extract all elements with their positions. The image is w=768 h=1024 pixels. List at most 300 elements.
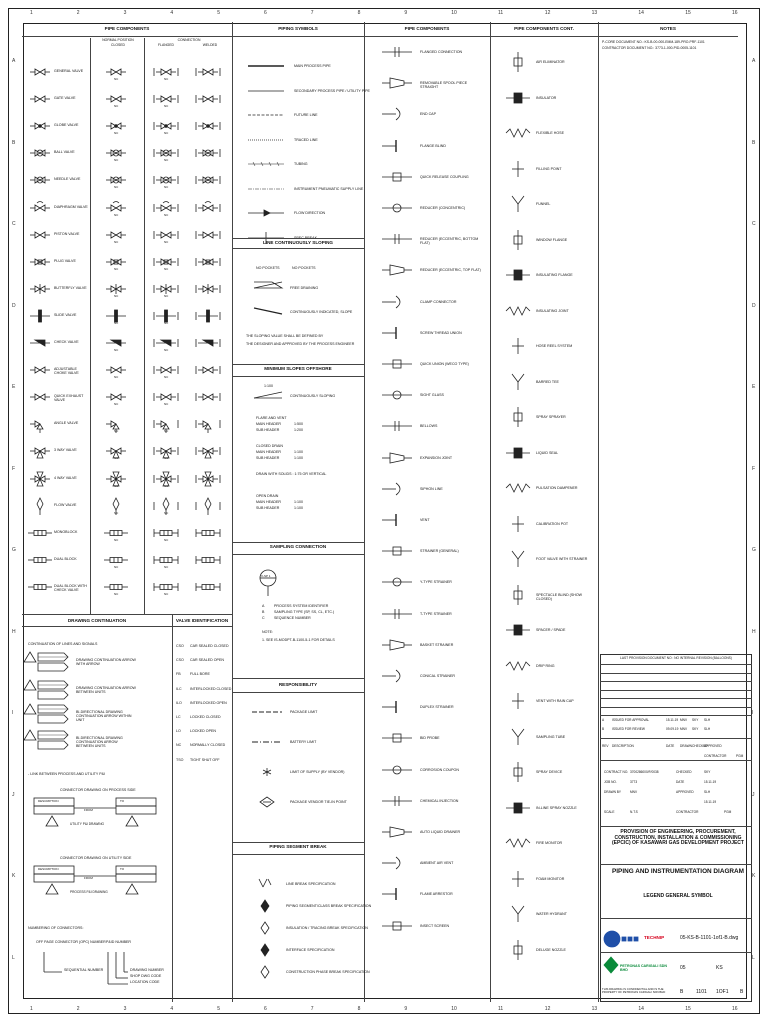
project-date: DATE — [676, 780, 685, 784]
valve-label: GENERAL VALVE — [54, 69, 84, 73]
piping-symbol-label: FUTURE LINE — [294, 113, 318, 117]
dc-to-1: TO — [120, 799, 125, 803]
piping-symbol-label: TRACED LINE — [294, 137, 318, 142]
valve-gate-symbol — [26, 90, 54, 108]
flare-vent-label: FLARE AND VENT — [256, 416, 287, 420]
ruler-col-top: 4 — [170, 10, 174, 16]
pipe-component-symbol — [380, 417, 414, 435]
sampling-note: NOTE: — [262, 630, 273, 634]
revision-cell: SKY — [692, 718, 699, 722]
column-divider — [172, 614, 173, 1002]
valve-angle-symbol — [26, 415, 54, 433]
valve-dual-symbol — [26, 551, 54, 569]
valve-quick-symbol — [194, 388, 222, 406]
nc-label: NC — [114, 104, 119, 109]
valve-check-symbol — [194, 334, 222, 352]
valve-id-code: TSO — [176, 757, 184, 762]
ruler-col-top: 12 — [544, 10, 551, 16]
pipe-component-cont-symbol — [504, 798, 532, 818]
pipe-component-label: AMBIENT AIR VENT — [420, 861, 454, 866]
valve-angle-symbol — [194, 415, 222, 433]
drain-ball-label: DRAIN WITH SOLIDS : 1:75 OR VERTICAL — [256, 472, 327, 476]
sub-header-label-3: SUB HEADER — [256, 506, 280, 510]
project-dwg-no: 05-KS-B-1101-1of1-B.dwg — [680, 935, 739, 941]
nc-label: NC — [114, 375, 119, 380]
ruler-col-top: 6 — [264, 10, 267, 16]
valve-three-symbol — [26, 442, 54, 460]
nc-label: NC — [164, 402, 169, 407]
project-pgm: PGM — [724, 810, 732, 814]
valve-id-desc: NORMALLY CLOSED — [190, 743, 226, 748]
ruler-col-bottom: 3 — [123, 1006, 127, 1012]
nc-label: NC — [164, 510, 169, 515]
revision-cell: B — [602, 727, 605, 731]
valve-label: CHECK VALVE — [54, 340, 79, 344]
pipe-component-cont-label: INSULATOR — [536, 95, 557, 100]
pipe-component-symbol — [380, 137, 414, 155]
pipe-component-label: REMOVABLE SPOOL PIECE STRAIGHT — [420, 81, 468, 90]
pipe-component-label: END CAP — [420, 112, 436, 117]
ruler-row-right: H — [752, 628, 756, 635]
pipe-component-cont-label: WINDOW FLANGE — [536, 237, 568, 242]
section-rule — [232, 248, 364, 249]
valve-mono-symbol — [194, 524, 222, 542]
valve-id-desc: TIGHT SHUT OFF — [190, 757, 220, 762]
revision-col-header: REV — [602, 744, 609, 748]
segment-break-label: LINE BREAK SPECIFICATION — [286, 882, 336, 886]
pipe-component-label: FLANGE BLIND — [420, 143, 446, 148]
valve-flow-symbol — [194, 497, 222, 515]
pipe-component-cont-symbol — [504, 301, 532, 321]
ruler-row-right: J — [752, 791, 755, 798]
pipe-component-cont-symbol — [504, 514, 532, 534]
pipe-component-symbol — [380, 761, 414, 779]
sampling-note-text: 1. SEE IS-MODPT-B-1100-5-1 FOR DETAILS — [262, 638, 335, 642]
sub-header-label-1: SUB HEADER — [256, 428, 280, 432]
pipe-component-symbol — [380, 105, 414, 123]
pipe-component-symbol — [380, 605, 414, 623]
pipe-component-cont-label: BARRED TEE — [536, 379, 559, 384]
section-rule — [232, 554, 364, 555]
pipe-component-label: REDUCER (ECCENTRIC, BOTTOM FLAT) — [420, 237, 479, 246]
pipe-component-cont-symbol — [504, 123, 532, 143]
slope-v4: 1:100 — [294, 456, 303, 460]
pipe-component-symbol — [380, 667, 414, 685]
valve-dualcheck-symbol — [26, 578, 54, 596]
valve-butterfly-symbol — [26, 280, 54, 298]
valve-label: DIAPHRAGM VALVE — [54, 204, 88, 209]
company-petronas: PETRONAS CARIGALI SDN BHD — [620, 964, 667, 972]
revision-cell: SLH — [704, 727, 711, 731]
pipe-component-cont-label: FOAM MONITOR — [536, 876, 565, 881]
continuously-label: CONTINUOUSLY INDICATED, SLOPE — [290, 310, 353, 314]
tb-row — [600, 864, 752, 865]
closed-header: CLOSED — [111, 43, 125, 47]
ruler-col-bottom: 15 — [685, 1006, 691, 1012]
valve-globe-symbol — [194, 117, 222, 135]
pipe-component-symbol — [380, 230, 414, 248]
tb-row — [600, 673, 752, 674]
pipe-component-cont-symbol — [504, 372, 532, 392]
nc-label: NC — [114, 320, 119, 325]
project-area: 05 — [680, 965, 686, 971]
ruler-col-top: 5 — [217, 10, 220, 16]
ruler-col-bottom: 16 — [732, 1006, 738, 1012]
pipe-component-label: Y-TYPE STRAINER — [420, 580, 452, 585]
pipe-component-cont-symbol — [504, 407, 532, 427]
pipe-component-label: SIGHT GLASS — [420, 393, 444, 398]
pipe-components-cont-header: PIPE COMPONENTS CONT. — [514, 26, 574, 31]
ruler-row-right: C — [752, 221, 756, 227]
continuation-label: DRAWING CONTINUATION ARROW WITH ARROW — [76, 658, 136, 666]
valve-diaphragm-symbol — [194, 199, 222, 217]
ruler-col-top: 16 — [732, 10, 738, 16]
valve-label: FLOW VALVE — [54, 502, 77, 507]
pipe-component-label: CLAMP CONNECTOR — [420, 299, 457, 304]
pipe-component-cont-symbol — [504, 194, 532, 214]
column-divider — [90, 38, 91, 614]
pipe-component-symbol — [380, 917, 414, 935]
ruler-col-top: 13 — [591, 10, 598, 16]
pipe-component-symbol — [380, 449, 414, 467]
project-sheet: 1101 — [696, 989, 707, 995]
section-rule — [232, 678, 364, 679]
free-draining-symbol — [252, 278, 286, 290]
sampling-tag: X-SP 1 — [261, 574, 271, 578]
revision-cell: ISSUED FOR APPROVAL — [612, 718, 650, 722]
ruler-col-bottom: 9 — [404, 1006, 408, 1012]
ruler-col-bottom: 2 — [76, 1006, 80, 1012]
pipe-component-symbol — [380, 885, 414, 903]
pipe-component-cont-label: VENT WITH RAIN CAP — [536, 699, 574, 703]
ruler-row-left: L — [12, 954, 15, 961]
continuation-label: DRAWING CONTINUATION ARROW BETWEEN UNITS — [76, 686, 136, 694]
ruler-col-top: 11 — [498, 10, 504, 16]
continuation-arrow-symbol — [28, 704, 72, 722]
section-rule — [232, 692, 364, 693]
ruler-row-right: D — [752, 302, 756, 309]
header-rule — [232, 36, 364, 37]
project-date2-val: 15.11.19 — [704, 800, 717, 804]
column-divider — [364, 22, 365, 1002]
piping-symbol-label: SECONDARY PROCESS PIPE / UTILITY PIPE — [294, 88, 370, 93]
pipe-component-symbol — [380, 823, 414, 841]
dc-dn: DRAWING NUMBER — [130, 968, 164, 972]
revisions-header: LAST PROVISION DOCUMENT NO : NO INTERNAL REVISION (BALLOONS) — [620, 656, 732, 660]
ruler-col-top: 14 — [638, 10, 644, 16]
pipe-component-cont-symbol — [504, 478, 532, 498]
piping-symbol-line — [246, 62, 286, 70]
revision-cell: MNV — [680, 718, 688, 722]
sampling-a: A — [262, 604, 265, 608]
pipe-component-cont-label: FUNNEL — [536, 202, 551, 206]
section-rule — [22, 626, 232, 627]
connection-header: CONNECTION — [177, 38, 201, 42]
segment-break-label: CONSTRUCTION PHASE BREAK SPECIFICATION — [286, 970, 370, 974]
pipe-component-cont-label: SPRAY SPRAYER — [536, 415, 566, 419]
pipe-component-label: BASKET STRAINER — [420, 642, 454, 647]
responsibility-symbol — [250, 796, 284, 808]
slope-v6: 1:100 — [294, 506, 303, 510]
valve-label: BUTTERFLY VALVE — [54, 285, 87, 290]
slope-v1: 1:500 — [294, 422, 303, 426]
valve-dualcheck-symbol — [194, 578, 222, 596]
pipe-component-cont-label: PULSATION DAMPENER — [536, 486, 578, 490]
pipe-component-cont-symbol — [504, 265, 532, 285]
ruler-col-top: 10 — [451, 10, 457, 16]
section-rule — [22, 614, 232, 615]
revision-cell: ISSUED FOR REVIEW — [612, 727, 645, 731]
pipe-component-cont-label: SPRAY DEVICE — [536, 770, 563, 774]
continuation-label: BI-DIRECTIONAL DRAWING CONTINUATION ARROW BETWEEN UNITS — [76, 736, 123, 748]
tb-row — [600, 738, 752, 739]
pipe-component-symbol — [380, 542, 414, 560]
pipe-component-cont-symbol — [504, 52, 532, 72]
ruler-row-left: I — [12, 710, 14, 716]
nc-label: NC — [164, 158, 169, 163]
valve-needle-symbol — [194, 171, 222, 189]
ruler-col-top: 7 — [310, 10, 314, 16]
valve-plug-symbol — [26, 253, 54, 271]
open-drain-label: OPEN DRAIN — [256, 494, 279, 498]
valve-slide-symbol — [194, 307, 222, 325]
project-scale-val: N.T.S — [630, 810, 638, 814]
piping-symbol-line — [246, 160, 286, 168]
responsibility-label: PACKAGE LIMIT — [290, 710, 318, 714]
column-divider — [144, 38, 145, 614]
valve-label: ANGLE VALVE — [54, 421, 79, 426]
nc-label: NC — [164, 77, 169, 81]
section-rule — [232, 542, 364, 543]
tb-row — [600, 715, 752, 716]
pipe-component-label: CORROSION COUPON — [420, 767, 459, 772]
sloping-note-1: THE SLOPING VALUE SHALL BE DEFINED BY — [246, 334, 324, 338]
project-doc-code: B — [680, 989, 684, 995]
project-contract-no: CONTRACT NO. — [604, 770, 629, 774]
pipe-component-label: REDUCER (ECCENTRIC, TOP FLAT) — [420, 268, 481, 273]
sub-header-label-2: SUB HEADER — [256, 456, 280, 460]
pipe-component-symbol — [380, 792, 414, 810]
pipe-component-cont-symbol — [504, 443, 532, 463]
pipe-component-cont-symbol — [504, 585, 532, 605]
slope-v5: 1:100 — [294, 500, 303, 504]
pipe-component-cont-label: INSULATING JOINT — [536, 308, 569, 313]
revision-col-header: CHECKED — [692, 744, 708, 748]
valve-label: GATE VALVE — [54, 96, 76, 101]
responsibility-header: RESPONSIBILITY — [278, 682, 318, 687]
valve-id-desc: FULL BORE — [190, 672, 210, 677]
pipe-component-cont-symbol — [504, 656, 532, 676]
revision-col-header: APPROVED — [704, 744, 722, 748]
project-contract-val: 3700286000/F/0038 — [630, 770, 659, 774]
segment-break-symbol — [256, 877, 274, 891]
pipe-component-label: FLANGED CONNECTION — [420, 50, 463, 54]
piping-symbol-line — [246, 209, 286, 217]
sampling-header: SAMPLING CONNECTION — [269, 544, 327, 549]
pipe-component-cont-label: CALIBRATION POT — [536, 521, 569, 526]
nc-label: NC — [164, 537, 169, 542]
pipe-component-label: FLAME ARRESTOR — [420, 892, 453, 897]
tb-row — [600, 707, 752, 708]
revision-col-header: DESCRIPTION — [612, 744, 634, 748]
piping-symbol-label: TUBING — [294, 162, 308, 166]
valve-label: DUAL BLOCK — [54, 556, 77, 561]
revision-cell: 15.11.19 — [666, 718, 679, 722]
piping-symbol-label: FLOW DIRECTION — [294, 211, 326, 215]
nc-label: NC — [114, 239, 119, 244]
pipe-component-symbol — [380, 324, 414, 342]
ruler-col-bottom: 14 — [638, 1006, 644, 1012]
piping-symbol-label: MAIN PROCESS PIPE — [294, 64, 331, 68]
header-rule — [490, 36, 598, 37]
piping-symbol-line — [246, 111, 286, 119]
valve-needle-symbol — [26, 171, 54, 189]
sampling-c: C — [262, 616, 265, 620]
segment-break-symbol — [256, 965, 274, 979]
pipe-component-symbol — [380, 636, 414, 654]
valve-id-code: NC — [176, 743, 182, 748]
pipe-component-cont-label: HOSE REEL SYSTEM — [536, 344, 573, 348]
dc-desc-2: DESCRIPTION — [38, 867, 59, 871]
valve-plug-symbol — [194, 253, 222, 271]
nc-label: NC — [164, 483, 169, 488]
pipe-component-label: DUPLEX STRAINER — [420, 705, 454, 710]
ruler-row-right: A — [752, 58, 756, 64]
tb-row — [600, 826, 752, 827]
pipe-component-cont-symbol — [504, 159, 532, 179]
pipe-component-cont-label: FOOT VALVE WITH STRAINER — [536, 557, 588, 561]
ruler-row-left: D — [12, 302, 16, 309]
nc-label: NC — [164, 266, 169, 271]
pipe-component-cont-label: WATER HYDRANT — [536, 912, 567, 916]
valve-label: PISTON VALVE — [54, 231, 80, 236]
valve-four-symbol — [26, 470, 54, 488]
pipe-component-label: BELLOWS — [420, 424, 438, 429]
pipe-component-label: QUICK UNION (WECO TYPE) — [420, 362, 469, 366]
min-slopes-header: MINIMUM SLOPES OFFSHORE — [264, 366, 332, 371]
normal-position-header: NORMAL POSITION — [102, 38, 134, 42]
nc-label: NC — [164, 564, 169, 569]
nc-label: NC — [114, 483, 119, 488]
dc-off: OFF PAGE CONNECTOR (OPC) NUMBER — [36, 940, 106, 944]
dc-c3: CONNECTOR DRAWING ON PROCESS SIDE — [60, 788, 136, 792]
pipe-component-symbol — [380, 199, 414, 217]
ruler-row-left: E — [12, 384, 16, 390]
ruler-row-left: K — [12, 873, 16, 879]
dc-to-2: TO — [120, 867, 125, 871]
tb-row — [600, 698, 752, 699]
ruler-col-top: 9 — [404, 10, 408, 16]
ruler-row-left: H — [12, 628, 16, 635]
pipe-component-label: INSECT SCREEN — [420, 923, 450, 928]
responsibility-symbol — [250, 706, 284, 718]
ruler-row-right: K — [752, 873, 756, 879]
valve-id-header: VALVE IDENTIFICATION — [175, 618, 229, 623]
header-rule — [22, 36, 232, 37]
piping-symbols-header: PIPING SYMBOLS — [278, 26, 318, 31]
project-sheet-2: 1OF1 — [716, 989, 729, 995]
pipe-component-symbol — [380, 573, 414, 591]
pipe-component-label: VENT — [420, 518, 430, 522]
valve-check-symbol — [26, 334, 54, 352]
sampling-bubble-symbol — [256, 568, 280, 598]
dc-desc-1: DESCRIPTION — [38, 799, 59, 803]
segment-break-symbol — [256, 921, 274, 935]
sloping-note-2: THE DESIGNER AND APPROVED BY THE PROCESS ENGINEER — [246, 342, 355, 346]
sampling-b: B — [262, 610, 265, 614]
valve-id-desc: LOCKED OPEN — [190, 729, 216, 734]
project-contractor: CONTRACTOR — [676, 810, 699, 814]
valve-label: GLOBE VALVE — [54, 123, 79, 128]
valve-butterfly-symbol — [194, 280, 222, 298]
nc-label: NC — [114, 131, 119, 136]
valve-choke-symbol — [194, 361, 222, 379]
revision-col-header: DATE — [666, 744, 675, 748]
nc-label: NC — [164, 239, 169, 244]
tb-row — [600, 918, 752, 919]
ruler-col-top: 1 — [30, 10, 33, 16]
responsibility-label: LIMIT OF SUPPLY (BY VENDOR) — [290, 770, 345, 774]
pipe-component-cont-label: SAMPLING TUBE — [536, 734, 566, 739]
responsibility-label: BATTERY LIMIT — [290, 740, 317, 744]
notes-line-1: P-CORE DOCUMENT NO.: KS-B-00-000-EMM-189-PRO-PRF-1101 — [602, 40, 705, 44]
valve-choke-symbol — [26, 361, 54, 379]
dc-pid: P&ID NUMBER — [106, 940, 131, 944]
pipe-component-cont-symbol — [504, 727, 532, 747]
pipe-component-cont-label: DRIP RING — [536, 663, 555, 668]
valve-label: ADJUSTABLE CHOKE VALVE — [54, 367, 79, 376]
ruler-row-left: C — [12, 221, 16, 227]
valve-piston-symbol — [26, 226, 54, 244]
pipe-component-label: SIPHON LINE — [420, 486, 443, 491]
ruler-col-top: 15 — [685, 10, 691, 16]
pipe-component-label: QUICK RELEASE COUPLING — [420, 174, 469, 179]
nc-label: NC — [164, 429, 169, 434]
valve-label: NEEDLE VALVE — [54, 177, 81, 182]
pipe-component-cont-symbol — [504, 833, 532, 853]
section-rule — [232, 842, 364, 843]
pipe-component-cont-symbol — [504, 230, 532, 250]
revision-cell: MNV — [680, 727, 688, 731]
piping-symbol-label: INSTRUMENT PNEUMATIC SUPPLY LINE — [294, 186, 364, 191]
pipe-component-cont-label: FLEXIBLE HOSE — [536, 131, 564, 135]
segment-break-symbol — [256, 899, 274, 913]
piping-symbol-line — [246, 185, 286, 193]
revision-cell: SLH — [704, 718, 711, 722]
valve-four-symbol — [194, 470, 222, 488]
project-approved-val: SLH — [704, 790, 711, 794]
ruler-row-left: G — [12, 547, 16, 553]
revision-col-header: DRAWN — [680, 744, 692, 748]
valve-dual-symbol — [194, 551, 222, 569]
project-drawn-val: MNV — [630, 790, 638, 794]
nc-label: NC — [114, 293, 119, 298]
segment-break-label: INSULATION / TRACING BREAK SPECIFICATION — [286, 926, 368, 930]
valve-flow-symbol — [26, 497, 54, 515]
drawing-cont-header: DRAWING CONTINUATION — [67, 618, 127, 623]
responsibility-label: PACKAGE VENDOR TIE-IN POINT — [290, 800, 347, 804]
valve-id-code: LO — [176, 729, 181, 734]
segment-break-symbol — [256, 943, 274, 957]
valve-id-desc: CAR SEALED CLOSED — [190, 644, 229, 648]
valve-ball-symbol — [194, 144, 222, 162]
nc-label: NC — [164, 456, 169, 461]
pipe-component-symbol — [380, 698, 414, 716]
section-rule — [232, 376, 364, 377]
ruler-col-bottom: 8 — [357, 1006, 361, 1012]
tb-row — [600, 760, 752, 761]
dc-util: UTILITY P&I DRAWING — [70, 822, 105, 826]
